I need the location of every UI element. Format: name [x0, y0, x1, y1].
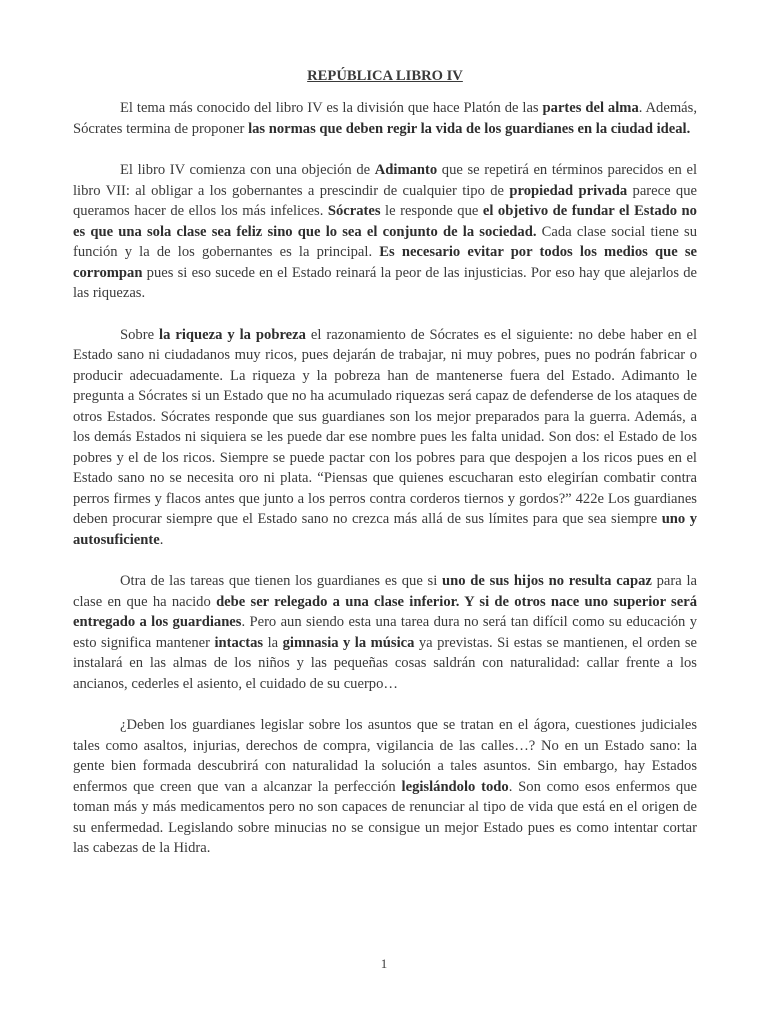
document-body	[73, 98, 697, 859]
paragraph	[73, 160, 697, 304]
bold-text: debe ser relegado a una clase inferior. Y si de otros nace uno superior será entregado a los guardianes	[73, 593, 697, 630]
text-run: el razonamiento de Sócrates es el siguiente: no debe haber en el Estado sano ni ciudadanos muy ricos, pues dejarán de trabajar, ni muy pobres, pues no podrán fabricar o producir adecuadamente. La riqueza y la pobreza han de mantenerse fuera del Estado. Adimanto le pregunta a Sócrates si un Estado que no ha acumulado riquezas será capaz de defenderse de los ataques de otros Estados. Sócrates responde que sus guardianes son los mejor preparados para la guerra. Además, a los demás Estados ni siquiera se les puede dar ese nombre pues les falta unidad. Son dos: el Estado de los pobres y el de los ricos. Siempre se puede pactar con los pobres para que despojen a los ricos pues en el Estado sano no se necesita oro ni plata. “Piensas que quienes escucharan esto elegirían combatir contra perros firmes y flacos antes que junto a los perros contra corderos tiernos y gordos?” 422e Los guardianes deben procurar siempre que el Estado sano no crezca más allá de sus límites para que sea siempre	[73, 326, 698, 527]
text-run: . Además, Sócrates termina de proponer	[73, 100, 697, 137]
text-run: ¿Deben los guardianes legislar sobre los asuntos que se tratan en el ágora, cuestiones judiciales tales como asaltos, injurias, derechos de compra, vigilancia de las calles…? No en un Estado sano: la gente bien formada descubrirá con naturalidad la solución a tales asuntos. Sin embargo, hay Estados enfermos que creen que van a alcanzar la perfección	[73, 717, 697, 795]
bold-text: la riqueza y la pobreza	[159, 326, 306, 343]
bold-text: gimnasia y la música	[282, 634, 415, 651]
bold-text: uno de sus hijos no resulta capaz	[442, 573, 652, 589]
bold-text: Es necesario evitar por todos los medios que se corrompan	[73, 244, 697, 281]
text-run: parece que queramos hacer de ellos los más infelices.	[73, 182, 697, 219]
bold-text: intactas	[214, 634, 264, 651]
bold-text: propiedad privada	[509, 182, 628, 199]
bold-text: partes del alma	[542, 100, 639, 116]
bold-text: legislándolo todo	[401, 778, 509, 795]
paragraph	[73, 715, 697, 859]
bold-text: el objetivo de fundar el Estado no es que una sola clase sea feliz sino que lo sea el conjunto de la sociedad.	[73, 203, 697, 240]
text-run: . Pero aun siendo esta una tarea dura no será tan difícil como su educación y esto significa mantener	[73, 614, 697, 651]
text-run: Cada clase social tiene su función y la de los gobernantes es la principal.	[73, 223, 697, 260]
text-run: Otra de las tareas que tienen los guardianes es que si	[120, 573, 443, 589]
bold-text: uno y autosuficiente	[73, 511, 697, 548]
bold-text: las normas que deben regir la vida de los guardianes en la ciudad ideal.	[248, 120, 691, 137]
paragraph	[73, 571, 697, 694]
paragraph	[73, 98, 697, 139]
text-run: .	[159, 531, 164, 548]
text-run: El libro IV comienza con una objeción de	[120, 162, 375, 178]
text-run: ya previstas. Si estas se mantienen, el orden se instalará en las almas de los niños y las pequeñas cosas saldrán con naturalidad: callar frente a los ancianos, cederles el asiento, el cuidado de su cuerpo…	[73, 634, 697, 692]
text-run: pues si eso sucede en el Estado reinará la peor de las injusticias. Por eso hay que alejarlos de las riquezas.	[73, 264, 697, 301]
text-run: le responde que	[380, 203, 483, 219]
text-run: El tema más conocido del libro IV es la división que hace Platón de las	[120, 100, 543, 116]
bold-text: Sócrates	[327, 203, 381, 219]
page-number: 1	[380, 956, 388, 971]
document-title: REPÚBLICA LIBRO IV	[307, 68, 463, 84]
document-page	[73, 66, 697, 880]
paragraph	[73, 325, 697, 551]
text-run: la	[263, 634, 283, 651]
text-run: Sobre	[120, 326, 160, 343]
text-run: que se repetirá en términos parecidos en el libro VII: al obligar a los gobernantes a prescindir de cualquier tipo de	[73, 162, 698, 199]
text-run: . Son como esos enfermos que toman más y más medicamentos pero no son capaces de renunciar al tipo de vida que está en el origen de su enfermedad. Legislando sobre minucias no se consigue un mejor Estado pues es como intentar cortar las cabezas de la Hidra.	[73, 778, 698, 856]
text-run: para la clase en que ha nacido	[73, 573, 697, 610]
bold-text: Adimanto	[374, 162, 438, 178]
